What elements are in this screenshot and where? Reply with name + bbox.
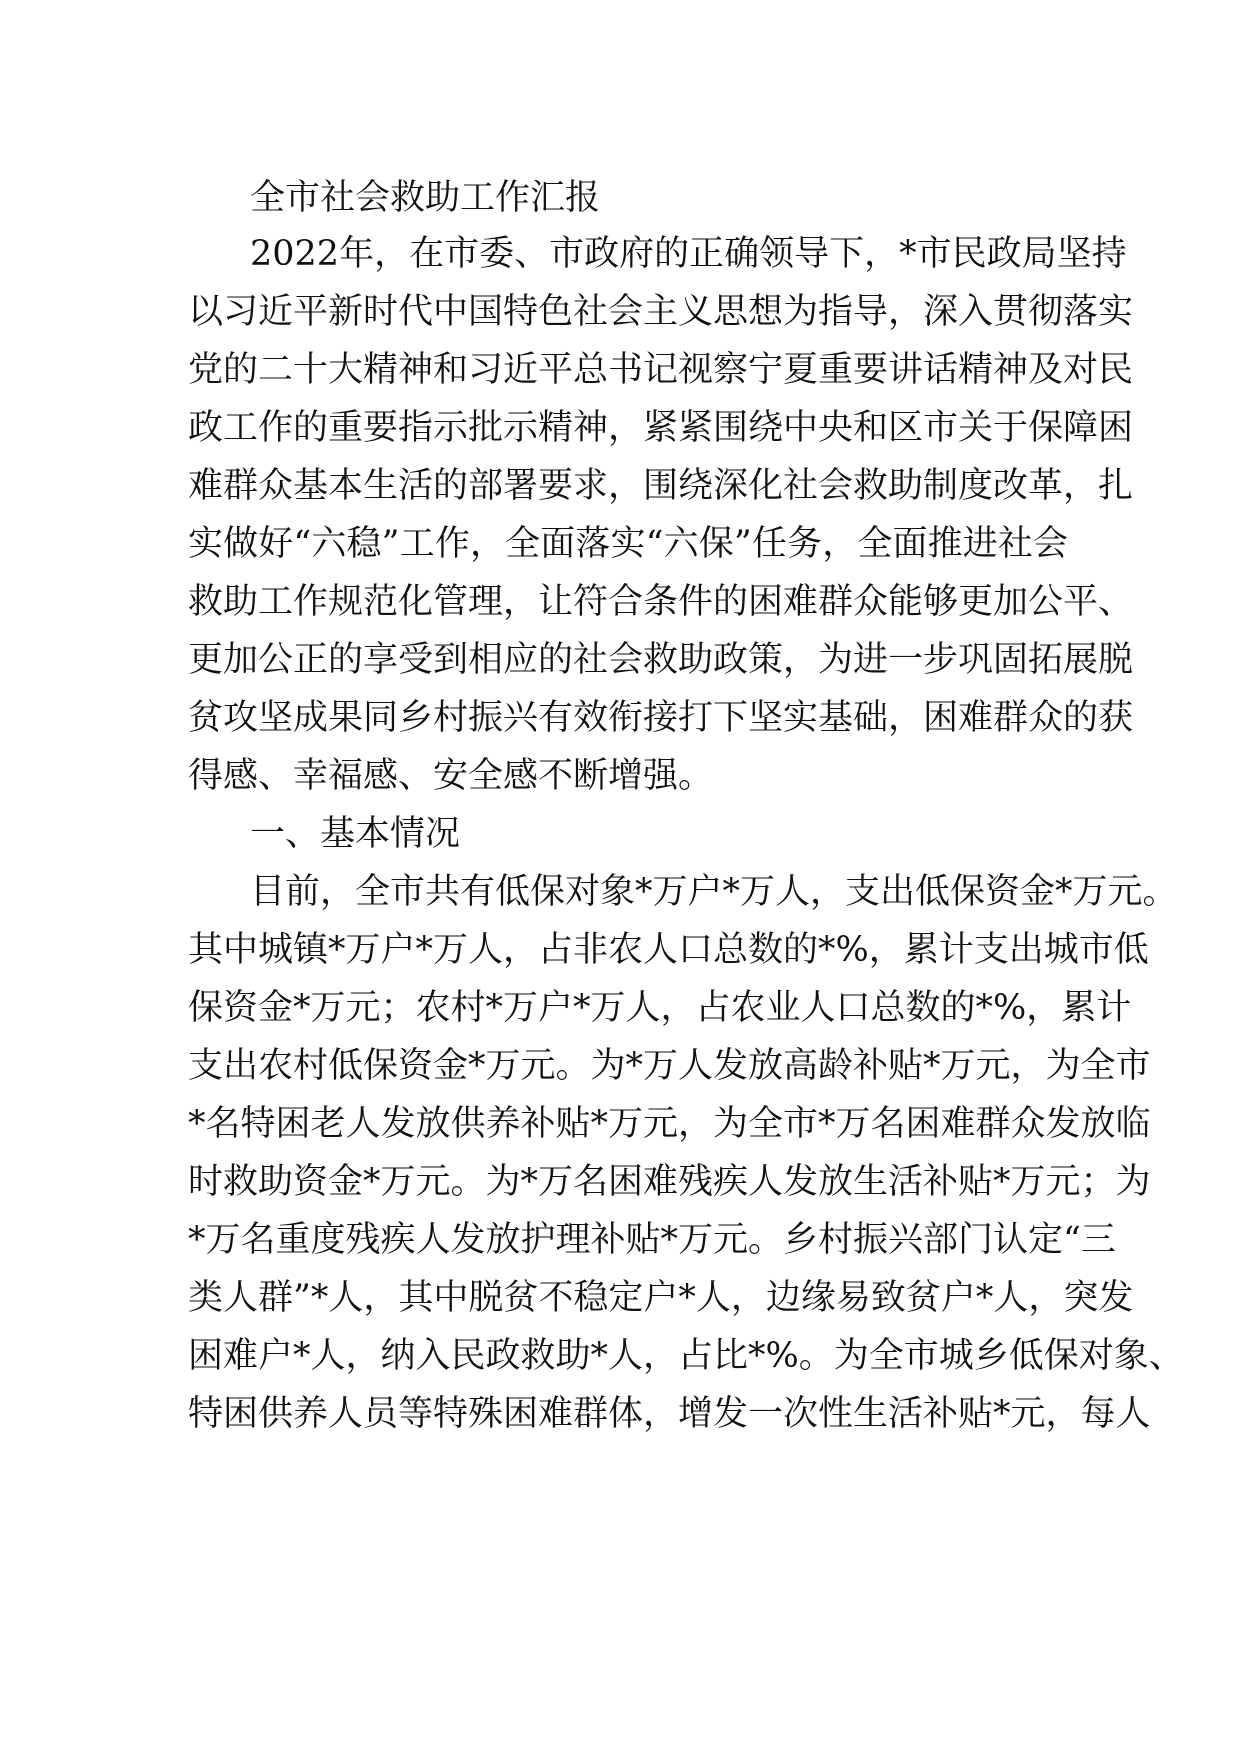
document-title: 全市社会救助工作汇报 (250, 178, 601, 218)
paragraph-line: 救助工作规范化管理，让符合条件的困难群众能够更加公平、 (188, 582, 1134, 622)
paragraph-line: 得感、幸福感、安全感不断增强。 (188, 756, 714, 796)
paragraph-line: 政工作的重要指示批示精神，紧紧围绕中央和区市关于保障困 (188, 408, 1134, 448)
paragraph-line: 2022年，在市委、市政府的正确领导下，*市民政局坚持 (250, 234, 1127, 274)
paragraph-line: 支出农村低保资金*万元。为*万人发放高龄补贴*万元，为全市 (188, 1046, 1151, 1086)
paragraph-line: 特困供养人员等特殊困难群体，增发一次性生活补贴*元，每人 (188, 1394, 1151, 1434)
paragraph-line: 类人群”*人，其中脱贫不稳定户*人，边缘易致贫户*人，突发 (188, 1278, 1134, 1318)
paragraph-line: 实做好“六稳”工作，全面落实“六保”任务，全面推进社会 (188, 524, 1068, 564)
paragraph-line: 其中城镇*万户*万人，占非农人口总数的*%，累计支出城市低 (188, 930, 1149, 970)
paragraph-line: 困难户*人，纳入民政救助*人，占比*%。为全市城乡低保对象、 (188, 1336, 1184, 1376)
paragraph-line: 更加公正的享受到相应的社会救助政策，为进一步巩固拓展脱 (188, 640, 1134, 680)
paragraph-line: *万名重度残疾人发放护理补贴*万元。乡村振兴部门认定“三 (188, 1220, 1116, 1260)
paragraph-line: 难群众基本生活的部署要求，围绕深化社会救助制度改革，扎 (188, 466, 1134, 506)
paragraph-line: 时救助资金*万元。为*万名困难残疾人发放生活补贴*万元；为 (188, 1162, 1151, 1202)
paragraph-line: 以习近平新时代中国特色社会主义思想为指导，深入贯彻落实 (188, 292, 1134, 332)
section-heading: 一、基本情况 (250, 814, 461, 854)
paragraph-line: 党的二十大精神和习近平总书记视察宁夏重要讲话精神及对民 (188, 350, 1134, 390)
paragraph-line: 贫攻坚成果同乡村振兴有效衔接打下坚实基础，困难群众的获 (188, 698, 1134, 738)
paragraph-line: *名特困老人发放供养补贴*万元，为全市*万名困难群众发放临 (188, 1104, 1151, 1144)
paragraph-line: 目前，全市共有低保对象*万户*万人，支出低保资金*万元。 (250, 872, 1178, 912)
paragraph-line: 保资金*万元；农村*万户*万人，占农业人口总数的*%，累计 (188, 988, 1132, 1028)
